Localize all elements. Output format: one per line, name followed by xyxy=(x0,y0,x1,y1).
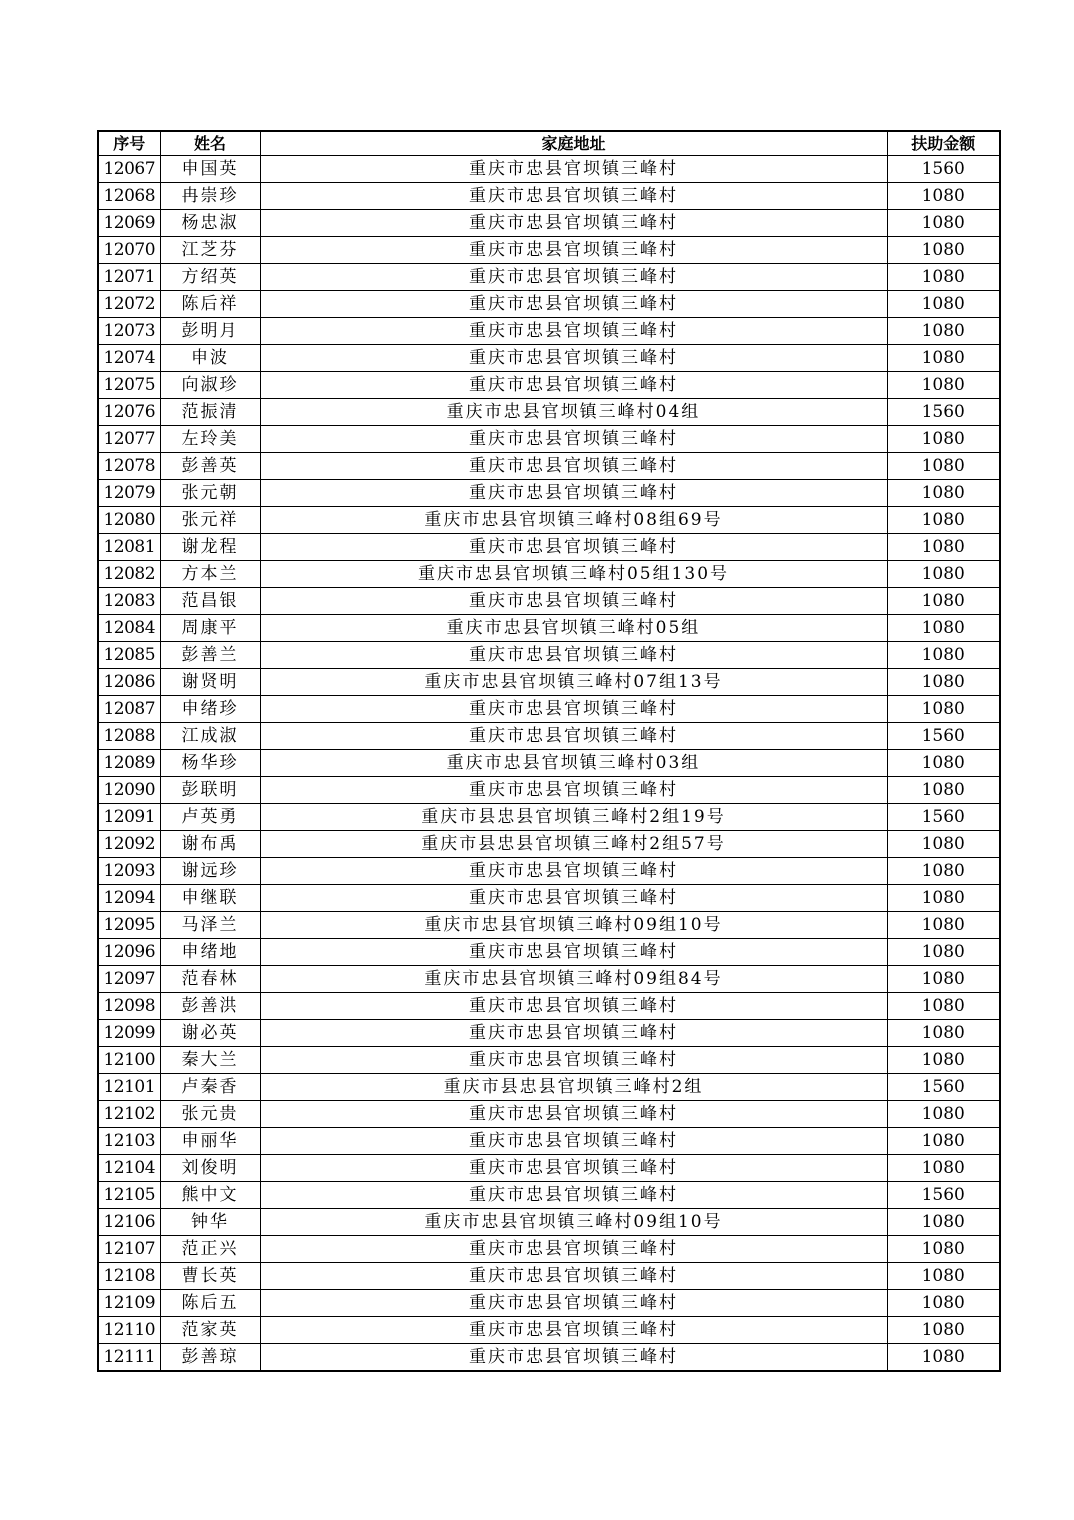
cell-amount: 1080 xyxy=(887,237,1000,264)
cell-seq: 12069 xyxy=(98,210,160,237)
cell-seq: 12088 xyxy=(98,723,160,750)
cell-amount: 1080 xyxy=(887,669,1000,696)
cell-amount: 1080 xyxy=(887,912,1000,939)
cell-name: 谢布禹 xyxy=(160,831,260,858)
cell-address: 重庆市忠县官坝镇三峰村 xyxy=(260,210,887,237)
cell-amount: 1080 xyxy=(887,831,1000,858)
cell-address: 重庆市忠县官坝镇三峰村08组69号 xyxy=(260,507,887,534)
cell-seq: 12081 xyxy=(98,534,160,561)
table-row xyxy=(98,723,1000,750)
cell-amount: 1080 xyxy=(887,777,1000,804)
cell-seq: 12078 xyxy=(98,453,160,480)
cell-seq: 12101 xyxy=(98,1074,160,1101)
cell-name: 方绍英 xyxy=(160,264,260,291)
table-row xyxy=(98,1182,1000,1209)
cell-seq: 12075 xyxy=(98,372,160,399)
cell-seq: 12087 xyxy=(98,696,160,723)
cell-address: 重庆市忠县官坝镇三峰村 xyxy=(260,1317,887,1344)
cell-name: 向淑珍 xyxy=(160,372,260,399)
cell-address: 重庆市忠县官坝镇三峰村 xyxy=(260,264,887,291)
table-row xyxy=(98,1020,1000,1047)
cell-address: 重庆市忠县官坝镇三峰村 xyxy=(260,237,887,264)
cell-amount: 1080 xyxy=(887,1263,1000,1290)
cell-name: 范正兴 xyxy=(160,1236,260,1263)
cell-name: 申国英 xyxy=(160,156,260,183)
cell-address: 重庆市县忠县官坝镇三峰村2组 xyxy=(260,1074,887,1101)
cell-name: 范振清 xyxy=(160,399,260,426)
cell-amount: 1560 xyxy=(887,399,1000,426)
header-name: 姓名 xyxy=(160,131,260,156)
table-row xyxy=(98,1263,1000,1290)
cell-amount: 1080 xyxy=(887,1101,1000,1128)
cell-amount: 1080 xyxy=(887,1128,1000,1155)
cell-amount: 1080 xyxy=(887,561,1000,588)
cell-amount: 1080 xyxy=(887,1209,1000,1236)
cell-address: 重庆市忠县官坝镇三峰村 xyxy=(260,777,887,804)
table-row xyxy=(98,1290,1000,1317)
table-row xyxy=(98,453,1000,480)
cell-name: 左玲美 xyxy=(160,426,260,453)
cell-address: 重庆市忠县官坝镇三峰村 xyxy=(260,480,887,507)
cell-amount: 1080 xyxy=(887,426,1000,453)
header-seq: 序号 xyxy=(98,131,160,156)
cell-name: 彭善英 xyxy=(160,453,260,480)
cell-address: 重庆市忠县官坝镇三峰村 xyxy=(260,372,887,399)
cell-seq: 12099 xyxy=(98,1020,160,1047)
cell-address: 重庆市忠县官坝镇三峰村 xyxy=(260,642,887,669)
cell-address: 重庆市忠县官坝镇三峰村07组13号 xyxy=(260,669,887,696)
cell-amount: 1080 xyxy=(887,993,1000,1020)
cell-amount: 1080 xyxy=(887,480,1000,507)
cell-address: 重庆市忠县官坝镇三峰村 xyxy=(260,1344,887,1372)
cell-seq: 12077 xyxy=(98,426,160,453)
cell-name: 申波 xyxy=(160,345,260,372)
cell-name: 彭联明 xyxy=(160,777,260,804)
cell-amount: 1560 xyxy=(887,1074,1000,1101)
cell-name: 冉崇珍 xyxy=(160,183,260,210)
table-row xyxy=(98,804,1000,831)
cell-name: 申绪珍 xyxy=(160,696,260,723)
cell-address: 重庆市忠县官坝镇三峰村 xyxy=(260,1155,887,1182)
cell-address: 重庆市忠县官坝镇三峰村 xyxy=(260,993,887,1020)
cell-name: 陈后五 xyxy=(160,1290,260,1317)
table-row xyxy=(98,588,1000,615)
cell-seq: 12097 xyxy=(98,966,160,993)
cell-amount: 1080 xyxy=(887,1020,1000,1047)
cell-seq: 12104 xyxy=(98,1155,160,1182)
cell-seq: 12111 xyxy=(98,1344,160,1372)
cell-name: 范昌银 xyxy=(160,588,260,615)
cell-amount: 1080 xyxy=(887,345,1000,372)
cell-seq: 12076 xyxy=(98,399,160,426)
table-row xyxy=(98,264,1000,291)
cell-amount: 1080 xyxy=(887,453,1000,480)
assistance-table xyxy=(97,130,1001,1372)
cell-name: 江成淑 xyxy=(160,723,260,750)
cell-seq: 12094 xyxy=(98,885,160,912)
cell-amount: 1080 xyxy=(887,534,1000,561)
cell-seq: 12091 xyxy=(98,804,160,831)
cell-name: 卢秦香 xyxy=(160,1074,260,1101)
cell-name: 张元贵 xyxy=(160,1101,260,1128)
cell-amount: 1080 xyxy=(887,1236,1000,1263)
table-row xyxy=(98,507,1000,534)
cell-address: 重庆市忠县官坝镇三峰村 xyxy=(260,1263,887,1290)
cell-seq: 12080 xyxy=(98,507,160,534)
cell-address: 重庆市忠县官坝镇三峰村 xyxy=(260,426,887,453)
cell-seq: 12093 xyxy=(98,858,160,885)
cell-name: 卢英勇 xyxy=(160,804,260,831)
table-row xyxy=(98,696,1000,723)
table-row xyxy=(98,1128,1000,1155)
cell-name: 范家英 xyxy=(160,1317,260,1344)
cell-address: 重庆市忠县官坝镇三峰村 xyxy=(260,1236,887,1263)
table-body xyxy=(98,156,1000,1372)
cell-address: 重庆市忠县官坝镇三峰村09组84号 xyxy=(260,966,887,993)
cell-amount: 1080 xyxy=(887,642,1000,669)
cell-address: 重庆市忠县官坝镇三峰村05组 xyxy=(260,615,887,642)
table-row xyxy=(98,480,1000,507)
cell-seq: 12109 xyxy=(98,1290,160,1317)
table-row xyxy=(98,615,1000,642)
cell-address: 重庆市忠县官坝镇三峰村05组130号 xyxy=(260,561,887,588)
cell-seq: 12102 xyxy=(98,1101,160,1128)
table-row xyxy=(98,669,1000,696)
cell-amount: 1080 xyxy=(887,1155,1000,1182)
cell-address: 重庆市忠县官坝镇三峰村 xyxy=(260,1290,887,1317)
cell-seq: 12110 xyxy=(98,1317,160,1344)
table-row xyxy=(98,1155,1000,1182)
cell-amount: 1080 xyxy=(887,1047,1000,1074)
cell-name: 钟华 xyxy=(160,1209,260,1236)
cell-seq: 12108 xyxy=(98,1263,160,1290)
table-row xyxy=(98,777,1000,804)
cell-name: 周康平 xyxy=(160,615,260,642)
table-row xyxy=(98,1344,1000,1372)
cell-address: 重庆市忠县官坝镇三峰村 xyxy=(260,939,887,966)
cell-amount: 1080 xyxy=(887,885,1000,912)
cell-address: 重庆市忠县官坝镇三峰村 xyxy=(260,588,887,615)
cell-name: 马泽兰 xyxy=(160,912,260,939)
header-row xyxy=(98,131,1000,156)
header-address: 家庭地址 xyxy=(260,131,887,156)
header-amount: 扶助金额 xyxy=(887,131,1000,156)
table-row xyxy=(98,1317,1000,1344)
cell-address: 重庆市忠县官坝镇三峰村 xyxy=(260,156,887,183)
cell-amount: 1080 xyxy=(887,318,1000,345)
table-row xyxy=(98,1074,1000,1101)
table-row xyxy=(98,372,1000,399)
cell-seq: 12086 xyxy=(98,669,160,696)
cell-seq: 12095 xyxy=(98,912,160,939)
table-row xyxy=(98,831,1000,858)
cell-amount: 1080 xyxy=(887,183,1000,210)
cell-address: 重庆市忠县官坝镇三峰村 xyxy=(260,183,887,210)
cell-name: 申丽华 xyxy=(160,1128,260,1155)
table-row xyxy=(98,1101,1000,1128)
cell-name: 张元朝 xyxy=(160,480,260,507)
cell-amount: 1080 xyxy=(887,372,1000,399)
cell-amount: 1080 xyxy=(887,1290,1000,1317)
cell-address: 重庆市忠县官坝镇三峰村 xyxy=(260,1020,887,1047)
cell-address: 重庆市忠县官坝镇三峰村03组 xyxy=(260,750,887,777)
table-row xyxy=(98,534,1000,561)
cell-name: 范春林 xyxy=(160,966,260,993)
cell-amount: 1560 xyxy=(887,1182,1000,1209)
table-row xyxy=(98,345,1000,372)
cell-address: 重庆市忠县官坝镇三峰村 xyxy=(260,1101,887,1128)
table-row xyxy=(98,156,1000,183)
table-row xyxy=(98,399,1000,426)
cell-amount: 1080 xyxy=(887,858,1000,885)
table-row xyxy=(98,1047,1000,1074)
cell-address: 重庆市忠县官坝镇三峰村 xyxy=(260,318,887,345)
cell-name: 熊中文 xyxy=(160,1182,260,1209)
cell-name: 杨华珍 xyxy=(160,750,260,777)
cell-seq: 12105 xyxy=(98,1182,160,1209)
cell-seq: 12106 xyxy=(98,1209,160,1236)
cell-address: 重庆市忠县官坝镇三峰村09组10号 xyxy=(260,912,887,939)
cell-address: 重庆市忠县官坝镇三峰村 xyxy=(260,858,887,885)
table-row xyxy=(98,642,1000,669)
cell-seq: 12089 xyxy=(98,750,160,777)
table-row xyxy=(98,993,1000,1020)
cell-address: 重庆市忠县官坝镇三峰村 xyxy=(260,723,887,750)
cell-amount: 1560 xyxy=(887,804,1000,831)
cell-seq: 12067 xyxy=(98,156,160,183)
cell-name: 彭善兰 xyxy=(160,642,260,669)
cell-address: 重庆市县忠县官坝镇三峰村2组57号 xyxy=(260,831,887,858)
table-row xyxy=(98,291,1000,318)
table-row xyxy=(98,750,1000,777)
table-row xyxy=(98,912,1000,939)
table-row xyxy=(98,1236,1000,1263)
cell-seq: 12071 xyxy=(98,264,160,291)
cell-address: 重庆市忠县官坝镇三峰村 xyxy=(260,345,887,372)
cell-seq: 12100 xyxy=(98,1047,160,1074)
cell-amount: 1080 xyxy=(887,1317,1000,1344)
cell-amount: 1080 xyxy=(887,264,1000,291)
cell-seq: 12107 xyxy=(98,1236,160,1263)
cell-name: 申继联 xyxy=(160,885,260,912)
cell-address: 重庆市忠县官坝镇三峰村 xyxy=(260,696,887,723)
cell-name: 谢龙程 xyxy=(160,534,260,561)
table-row xyxy=(98,426,1000,453)
cell-amount: 1080 xyxy=(887,750,1000,777)
cell-amount: 1080 xyxy=(887,291,1000,318)
cell-address: 重庆市忠县官坝镇三峰村04组 xyxy=(260,399,887,426)
cell-amount: 1080 xyxy=(887,1344,1000,1372)
cell-seq: 12096 xyxy=(98,939,160,966)
table-row xyxy=(98,1209,1000,1236)
cell-address: 重庆市忠县官坝镇三峰村 xyxy=(260,291,887,318)
cell-name: 陈后祥 xyxy=(160,291,260,318)
cell-seq: 12090 xyxy=(98,777,160,804)
cell-address: 重庆市忠县官坝镇三峰村 xyxy=(260,1128,887,1155)
table-row xyxy=(98,966,1000,993)
table-row xyxy=(98,561,1000,588)
cell-name: 秦大兰 xyxy=(160,1047,260,1074)
cell-amount: 1080 xyxy=(887,210,1000,237)
cell-name: 方本兰 xyxy=(160,561,260,588)
cell-seq: 12082 xyxy=(98,561,160,588)
cell-seq: 12098 xyxy=(98,993,160,1020)
cell-amount: 1080 xyxy=(887,615,1000,642)
cell-seq: 12068 xyxy=(98,183,160,210)
cell-address: 重庆市县忠县官坝镇三峰村2组19号 xyxy=(260,804,887,831)
cell-name: 彭善洪 xyxy=(160,993,260,1020)
cell-address: 重庆市忠县官坝镇三峰村 xyxy=(260,453,887,480)
cell-seq: 12070 xyxy=(98,237,160,264)
cell-seq: 12072 xyxy=(98,291,160,318)
cell-amount: 1080 xyxy=(887,966,1000,993)
cell-name: 彭善琼 xyxy=(160,1344,260,1372)
cell-address: 重庆市忠县官坝镇三峰村 xyxy=(260,534,887,561)
cell-amount: 1080 xyxy=(887,696,1000,723)
cell-seq: 12084 xyxy=(98,615,160,642)
cell-name: 江芝芬 xyxy=(160,237,260,264)
cell-seq: 12074 xyxy=(98,345,160,372)
cell-amount: 1080 xyxy=(887,939,1000,966)
cell-amount: 1080 xyxy=(887,507,1000,534)
cell-amount: 1080 xyxy=(887,588,1000,615)
cell-name: 申绪地 xyxy=(160,939,260,966)
cell-name: 谢必英 xyxy=(160,1020,260,1047)
cell-seq: 12073 xyxy=(98,318,160,345)
cell-amount: 1560 xyxy=(887,723,1000,750)
cell-name: 张元祥 xyxy=(160,507,260,534)
cell-amount: 1560 xyxy=(887,156,1000,183)
cell-name: 彭明月 xyxy=(160,318,260,345)
table-row xyxy=(98,885,1000,912)
table-row xyxy=(98,237,1000,264)
cell-name: 杨忠淑 xyxy=(160,210,260,237)
table-row xyxy=(98,183,1000,210)
table-row xyxy=(98,318,1000,345)
table-row xyxy=(98,210,1000,237)
cell-seq: 12083 xyxy=(98,588,160,615)
cell-address: 重庆市忠县官坝镇三峰村09组10号 xyxy=(260,1209,887,1236)
cell-address: 重庆市忠县官坝镇三峰村 xyxy=(260,1047,887,1074)
cell-name: 谢远珍 xyxy=(160,858,260,885)
cell-name: 曹长英 xyxy=(160,1263,260,1290)
table-row xyxy=(98,939,1000,966)
cell-name: 谢贤明 xyxy=(160,669,260,696)
cell-seq: 12103 xyxy=(98,1128,160,1155)
cell-address: 重庆市忠县官坝镇三峰村 xyxy=(260,885,887,912)
table-row xyxy=(98,858,1000,885)
cell-name: 刘俊明 xyxy=(160,1155,260,1182)
cell-seq: 12085 xyxy=(98,642,160,669)
cell-seq: 12092 xyxy=(98,831,160,858)
cell-seq: 12079 xyxy=(98,480,160,507)
cell-address: 重庆市忠县官坝镇三峰村 xyxy=(260,1182,887,1209)
